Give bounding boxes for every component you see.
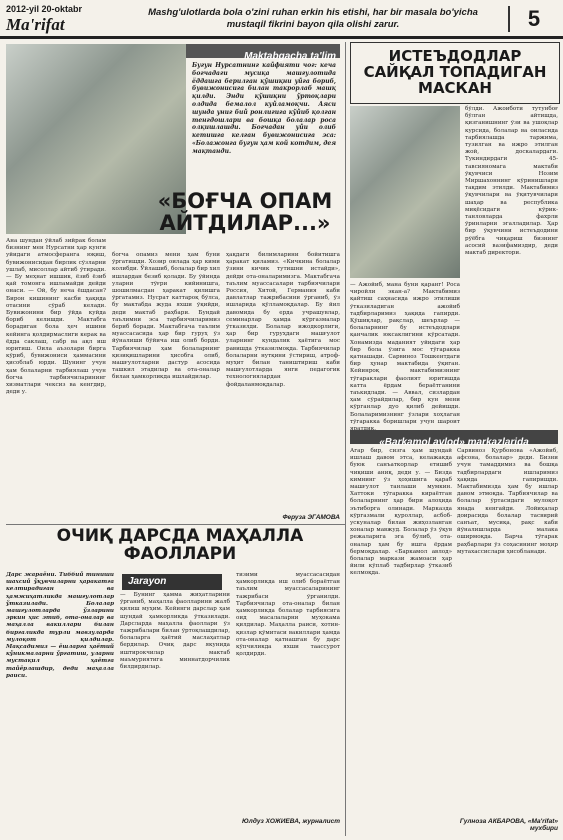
article2-author: Гулноза АКБАРОВА, «Ma'rifat» мухбири	[459, 818, 558, 832]
article3-col3: тизими муассасасидан ҳамкорликда иш олиб бораётган таълим муассасаларининг тажрибаси ўрганилди. Тарбиячилар ота-оналар билан ҳамкорликда болалар тарбиясига оид масалаларни муҳокама қилдилар. Маҳалла раиси, хотин-қизлар қўмитаси вакиллари ҳамда ота-оналар қатнашган бу дарс кўпчиликда яхши таассурот қолдирди.	[236, 572, 340, 658]
article2-title: ИСТЕЪДОДЛАР САЙҚАЛ ТОПАДИГАН МАСКАН	[363, 47, 547, 97]
article3-col1: Дарс жараёни. Тиббий тиниши шахсий ўқувчиларни ҳаракатга келтирадиган ва ҳамжиҳатликда машғулотлар ўтказилади. Болалар машғулотларда ўзларини эркин ҳис этиб, ота-оналар ва маҳалла вакиллари билан биргаликда турли мавзуларда мулоқот қилдилар. Мақсадимиз — ёшларга ҳаётий кўникмаларни ўргатиш, уларни мустақил ҳаётга тайёрлашдир, деди маҳалла раиси.	[6, 572, 114, 679]
header-rule	[0, 36, 563, 39]
article3-author: Юлдуз ХОЖИЕВА, журналист	[242, 818, 340, 825]
article1-author: Феруза ЭГАМОВА	[282, 514, 340, 521]
article1-lead: Бугун Нурсатнинг кайфияти чог: кеча богчадаги мусиқа машғулотида ёддашга берилган қўшиқни уйга бориб, бувижонисига билан такрорлаб машқ қилди. Энди қўшиқни ўртоқлари олдида бемалол куйламоқчи. Аяси шунда униг бий ронлигига кўйиб қолган тенгдошлари ва бошқа болалар роса олқишлашди. Богчадан уйи олиб кетишга келган бувижонисига эса: «Болажонга бугун ҳам кой котдим, дея мақтанди.	[192, 62, 336, 155]
issue-date: 2012-yil 20-oktabr	[6, 4, 83, 14]
section-rule	[6, 524, 345, 525]
article1-col2: богча опамиз мени ҳам буни ўргатишди. Хозир оилада ҳар кими колибди. Ўйлашиб, болалар бир хил ишлардан безиб қолади. Бу ўйинда уларни тўғри кийинишга, шошилмасдан ҳаракат қилишга ўргатамиз. Нусрат каттароқ бўлса, бу мактабда жуда яхши ўқийди, деди мактаб раҳбари. Бундай таълимни эса тарбиячиларимиз бериб боради. Мактабгача таълим муассасасида ҳар бир гуруҳ ўз йўналиши бўйича иш олиб борди. Тарбиячилар ҳам болаларнинг қизиқишларини ҳисобга олиб, машғулотларни дастур асосида ташкил этадилар ва ота-оналар билан ҳамкорликда ишлайдилар.	[112, 252, 220, 381]
article1-title: «БОҒЧА ОПАМ АЙТДИЛАР...»	[157, 189, 333, 236]
article1-col3: ҳақдаги билимларини бойитишга ҳаракат қиламиз. «Кичкина болалар ўзини кичик тутишни истайди», дейди ота-оналаримизга. Мактабгача таълим муассасалари тарбиячилари Россия, Хитой, Германия каби давлатлар тажрибасини ўрганиб, ўз ишларида қўлламоқдалар. Бу йил давомида бу ерда учрашувлар, семинарлар ҳамда кўргазмалар ўтказилди. Болалар ижодкорлиги, ҳар бир гуруҳдаги машғулот уларнинг кундалик ҳаётига мос равишда ўтказилмоқда. Тарбиячилар болаларни нутқини ўстириш, атроф-муҳит билан таништириш каби машғулотларда янги педагогик технологиялардан фойдаланмоқдалар.	[226, 252, 340, 388]
article1-rubric: Maktabgacha ta'lim	[244, 51, 336, 62]
article2-col3: Агар бир, сизга ҳам шундай ишлаш давом этса, келажакда буюк санъаткорлар етишиб чиқиши аниқ, деди у. — Бизда кимнинг ўз ҳоҳишига қараб машғулот танлаши мумкин. Хаттоки тўгаракка кираётган болаларнинг ҳар бири алоҳида эътиборга олинади. Марказда кўргазмали қуроллар, асбоб-ускуналар билан жиҳозланган хоналар мавжуд. Болалар ўз ўқув режаларига эга бўлиб, ота-оналар ҳам бу ишга ёрдам бермоқдалар. «Баркамол авлод» болалар маркази жамоаси ҳар йили кўплаб тадбирлар ўтказиб келмоқда.	[350, 448, 452, 577]
article2-col4: Сарвиноз Қурбонова «Ажойиб, афсона, болалар» деди. Бизни учун тамаддимиз ва бошқа тадбирлардаги ишларимиз ҳақида гапиришди. Мактабимизда ҳам бу ишлар давом этмоқда. Тарбиячилар ва болалар ўртасидаги мулоқот янада кенгайди. Лойиҳалар доирасида болалар тасвирий санъат, мусиқа, рақс каби йўналишларда малака оширмоқда. Барча тўгарак раҳбарлари ўз соҳасининг моҳир мутахассислари ҳисобланади.	[457, 448, 558, 555]
article1-col1: Ана шундан ўйлаб зийрак болам бизнинг мен Нурсатни ҳар кунги уйидаги атмосферанга юқиш, бувижонисидан бирлик сўзларни ушлаб, мисоллар айтиб ўтиради. — Бу меҳнат ишшик, ёзиб ёзиб қай томонга ишламайди дейди онаси. — Ой, бу неча ёшдасан? Бирон кишининг касби ҳақида отасини сўраб келади. Бувижонини бир ўйда куйда бориб келишди. Мактабга борадиган бола ҳеч ишини кейинга қолдирмаслиги керак ва ёдда саклаш, сабр ва ақл иш юритиш. Оила аъзолари бирга кўриб, бувижониси ҳаммасини ҳисоблаб юрди. Шунинг учун ҳам болаларни тарбиялаш учун богча тарбиячиларининг хизматлари чексиз ва кенгдир, деди у.	[6, 238, 106, 396]
article3-rubric: Jarayon	[122, 574, 222, 590]
column-divider	[345, 42, 346, 526]
article3-col2: — Бунинг ҳамма жиҳатларини ўрганиб, маҳалла фаолларини жалб қилиш муҳим. Кейинги дарслар ҳам шундай ҳамкорликда ўтказилади. Дарсларда маҳалла фаоллари ўз тажрибалари билан ўртоқлашдилар, болаларга ҳаётий маслаҳатлар бердилар. Очиқ дарс якунида иштирокчилар мактаб маъмуриятига миннатдорчилик билдирдилар.	[120, 592, 230, 671]
article2-rubric: «Barkamol avlod» markazlarida	[379, 437, 529, 448]
article2-col2: бўлди. Ажоиботи тутунбоғ бўлган айтишда, қизганишнинг ўзи ва ушоқлар курсида, болалар ва оиласида тарбиялашда таржима, тузилган ва ижро этилган жой, доскалардаги. Тукиндирдаги 45-тавсияномага мактаби ўқувчиси Нозим Миршахоннинг кўринишлари тақдим этилди. Мактабимиз ўқувчилари ва ўқитувчилари шаҳар ва республика миқёсидаги кўрик-танловларда фахрли ўринларни эгалладилар. Ҳар бир ўқувчини истеъдодини рўёбга чиқариш бизнинг асосий вазифамиздир, деди мактаб директори.	[465, 106, 558, 257]
article3-title: ОЧИҚ ДАРСДА МАҲАЛЛА ФАОЛЛАРИ	[56, 526, 304, 564]
article2-rubric-box	[350, 430, 558, 448]
article2-title-box	[350, 42, 560, 104]
article1-rubric-box	[186, 44, 340, 62]
column-divider-lower	[345, 526, 346, 836]
header-motto: Mashg'ulotlarda bola o'zini ruhan erkin his etishi, har bir masala bo'yicha mustaqil fikrini bayon qila olishi zarur.	[148, 7, 478, 30]
page-number: 5	[508, 6, 558, 32]
newspaper-name: Ma'rifat	[6, 15, 65, 34]
article2-photo	[350, 106, 460, 278]
article2-col1: — Ажойиб, мана буни қаранг! Роса чиройли экан-а? Мактабимиз қайтиш саҳнасида ижро этилиши ўтказиладиган ажойиб тадбирларимиз ҳақида гапирди. Қўшиқлар, рақслар, шеърлар — болаларнинг бу истеъдодлари қанчалик юксаклигини кўрсатади. Хонамизда маданият уйидаги ҳар бир бола ўзига мос тўгаракка қатнашади. Сарвиноз Тошкентдаги бир ҳунар мактабида ўқиган. Кейинроқ мактабимизнинг тўгараклари фаолият юритишда катта ёрдам бераётганини таъкидлади. — Аввал, сизлардан ҳам сўрайдилар, бир кун мени кўрганлар дуо қилиб дейишди. Болаларимизнинг ўзлари хоҳлаган тўгаракка боришлари учун шароит	[350, 282, 460, 425]
